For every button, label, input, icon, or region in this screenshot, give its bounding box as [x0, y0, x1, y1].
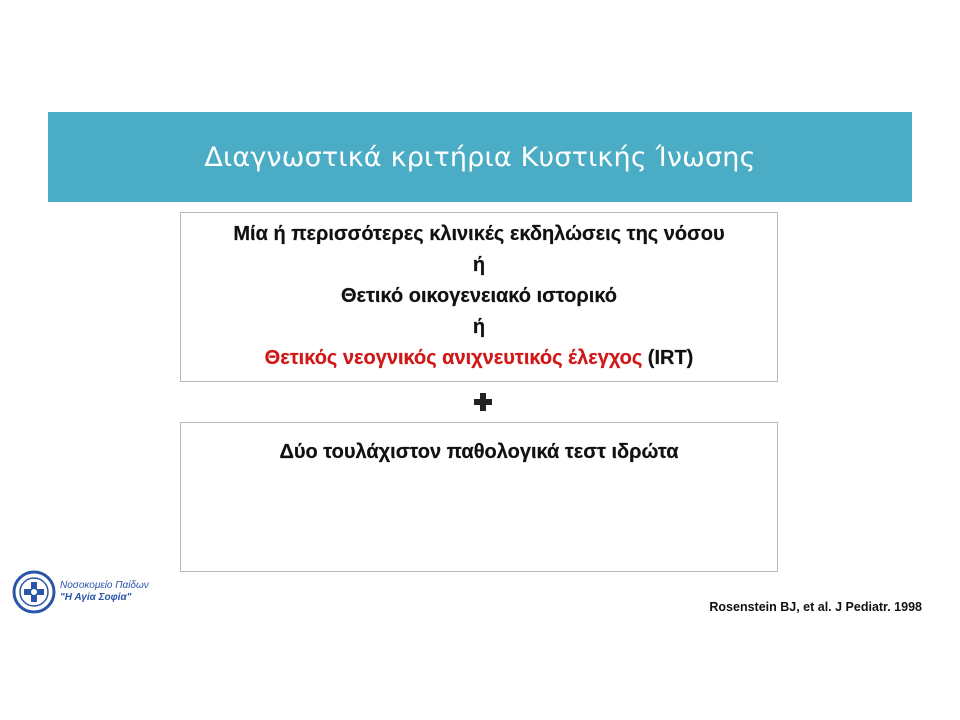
criteria-clinical: Μία ή περισσότερες κλινικές εκδηλώσεις της νόσου — [233, 223, 725, 245]
hospital-name-line2: "Η Αγία Σοφία" — [60, 592, 132, 603]
hospital-name — [60, 580, 149, 604]
criteria-or-2: ή — [472, 316, 486, 338]
criteria-newborn-screening — [181, 343, 777, 374]
criteria-or-1: ή — [472, 254, 486, 276]
citation: Rosenstein BJ, et al. J Pediatr. 1998 — [709, 600, 922, 614]
hospital-seal-icon — [12, 570, 56, 614]
sweat-test-criterion: Δύο τουλάχιστον παθολογικά τεστ ιδρώτα — [279, 441, 679, 463]
plus-icon — [474, 393, 492, 411]
sweat-test-box — [180, 422, 778, 572]
criteria-box — [180, 212, 778, 382]
slide-title: Διαγνωστικά κριτήρια Κυστικής Ίνωσης — [204, 141, 756, 173]
title-banner — [48, 112, 912, 202]
criteria-irt: (IRT) — [642, 347, 694, 369]
hospital-name-line1: Νοσοκομείο Παίδων — [60, 580, 149, 591]
hospital-logo — [12, 570, 149, 614]
criteria-newborn-screening-text: Θετικός νεογνικός ανιχνευτικός έλεγχος — [264, 347, 643, 369]
criteria-family-history: Θετικό οικογενειακό ιστορικό — [340, 285, 618, 307]
